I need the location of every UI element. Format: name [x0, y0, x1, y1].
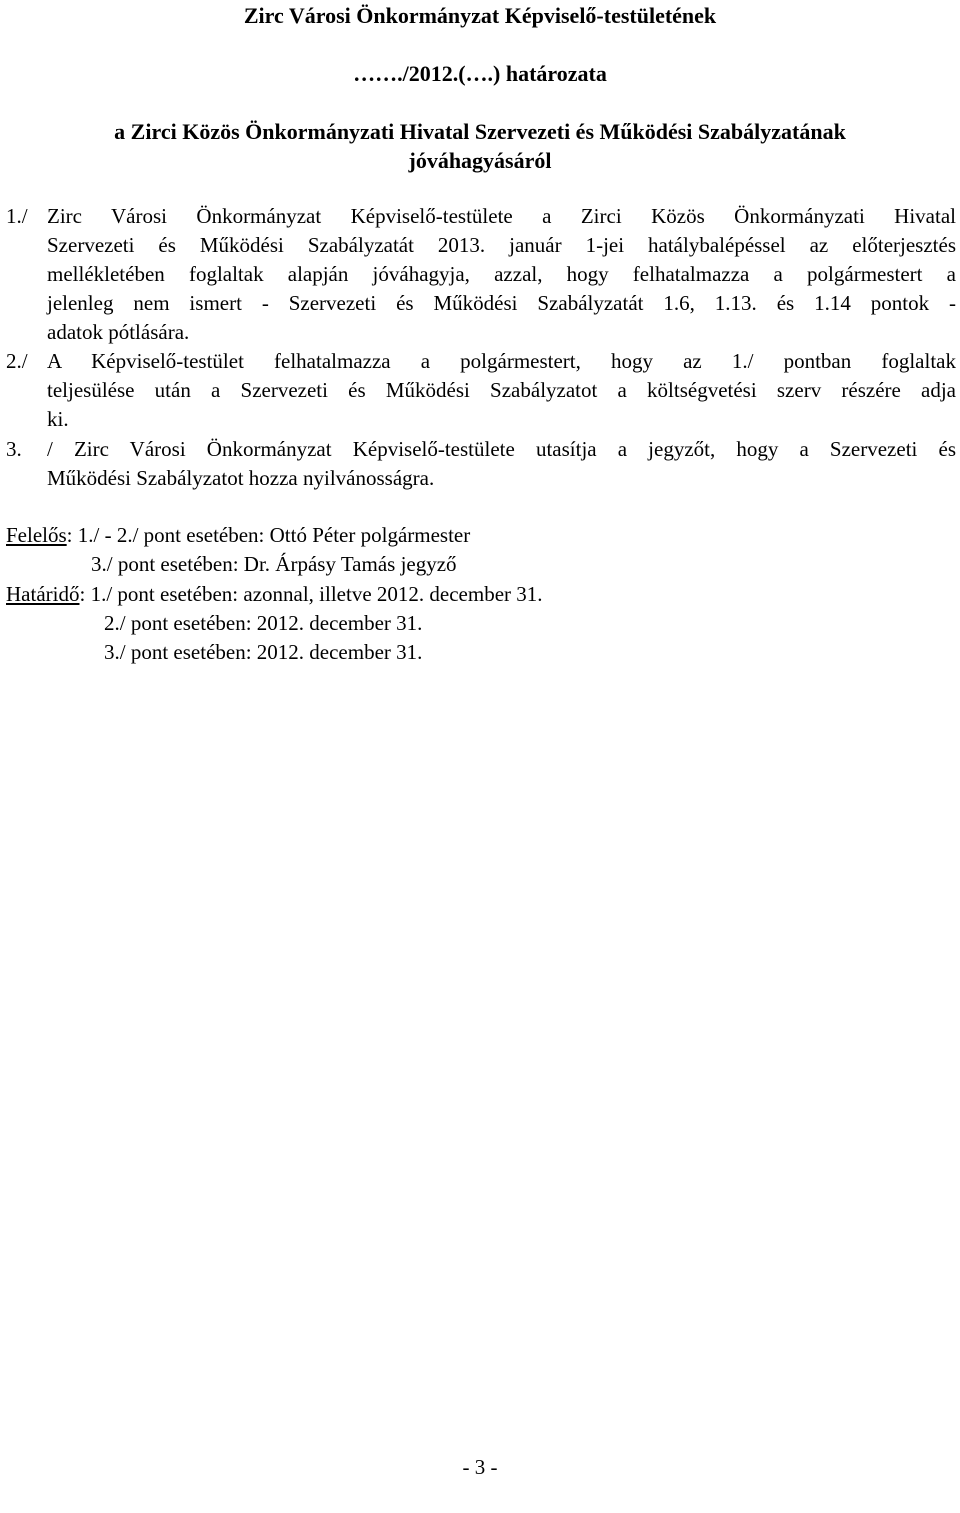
- deadline-line-1: [6, 580, 543, 609]
- point-2-line-1: [6, 347, 956, 376]
- resolution-subject-line1: a Zirci Közös Önkormányzati Hivatal Szervezeti és Működési Szabályzatának: [114, 119, 846, 144]
- deadline-colon: :: [79, 582, 86, 606]
- point-1-line-1: [6, 202, 956, 231]
- point-1-line-3: mellékletében foglaltak alapján jóváhagyja, azzal, hogy felhatalmazza a polgármestert a: [47, 262, 956, 286]
- point-3-line-1: [6, 435, 956, 464]
- point-1-number: 1./: [6, 204, 28, 228]
- deadline-label: Határidő: [6, 582, 80, 606]
- responsible-label: Felelős: [6, 523, 67, 547]
- point-3: [6, 435, 956, 493]
- point-1-text-1: Zirc Városi Önkormányzat Képviselő-testülete a Zirci Közös Önkormányzati Hivatal: [47, 204, 956, 228]
- point-1: [6, 202, 956, 347]
- point-1-line-5: adatok pótlására.: [47, 320, 190, 344]
- point-3-number: 3.: [6, 437, 22, 461]
- responsible-line-1: [6, 521, 470, 550]
- deadline-line-3: 3./ pont esetében: 2012. december 31.: [104, 640, 423, 664]
- point-3-line-2: Működési Szabályzatot hozza nyilvánosságra.: [47, 466, 435, 490]
- point-2-number: 2./: [6, 349, 28, 373]
- deadline-text-1: 1./ pont esetében: azonnal, illetve 2012. december 31.: [85, 582, 543, 606]
- point-2-line-2: teljesülése után a Szervezeti és Működési Szabályzatot a költségvetési szerv részére adja: [47, 378, 956, 402]
- point-1-line-2: Szervezeti és Működési Szabályzatát 2013. január 1-jei hatálybalépéssel az előterjesztés: [47, 233, 956, 257]
- point-2-text-1: A Képviselő-testület felhatalmazza a polgármestert, hogy az 1./ pontban foglaltak: [47, 349, 956, 373]
- point-2: [6, 347, 956, 434]
- point-2-line-3: ki.: [47, 407, 69, 431]
- resolution-number: ……./2012.(….) határozata: [353, 61, 607, 86]
- resolution-subject: [0, 117, 960, 175]
- point-1-line-4: jelenleg nem ismert - Szervezeti és Működési Szabályzatát 1.6, 1.13. és 1.14 pontok -: [47, 291, 956, 315]
- resolution-subject-line2: jóváhagyásáról: [408, 148, 552, 173]
- deadline-line-2: 2./ pont esetében: 2012. december 31.: [104, 611, 423, 635]
- page-number: - 3 -: [462, 1455, 498, 1479]
- responsible-colon: :: [66, 523, 73, 547]
- responsible-text-1: 1./ - 2./ pont esetében: Ottó Péter polgármester: [72, 523, 471, 547]
- point-3-text-1: / Zirc Városi Önkormányzat Képviselő-testülete utasítja a jegyzőt, hogy a Szervezeti és: [47, 437, 956, 461]
- responsible-line-2: 3./ pont esetében: Dr. Árpásy Tamás jegyző: [91, 552, 457, 576]
- council-title: Zirc Városi Önkormányzat Képviselő-testületének: [243, 3, 717, 28]
